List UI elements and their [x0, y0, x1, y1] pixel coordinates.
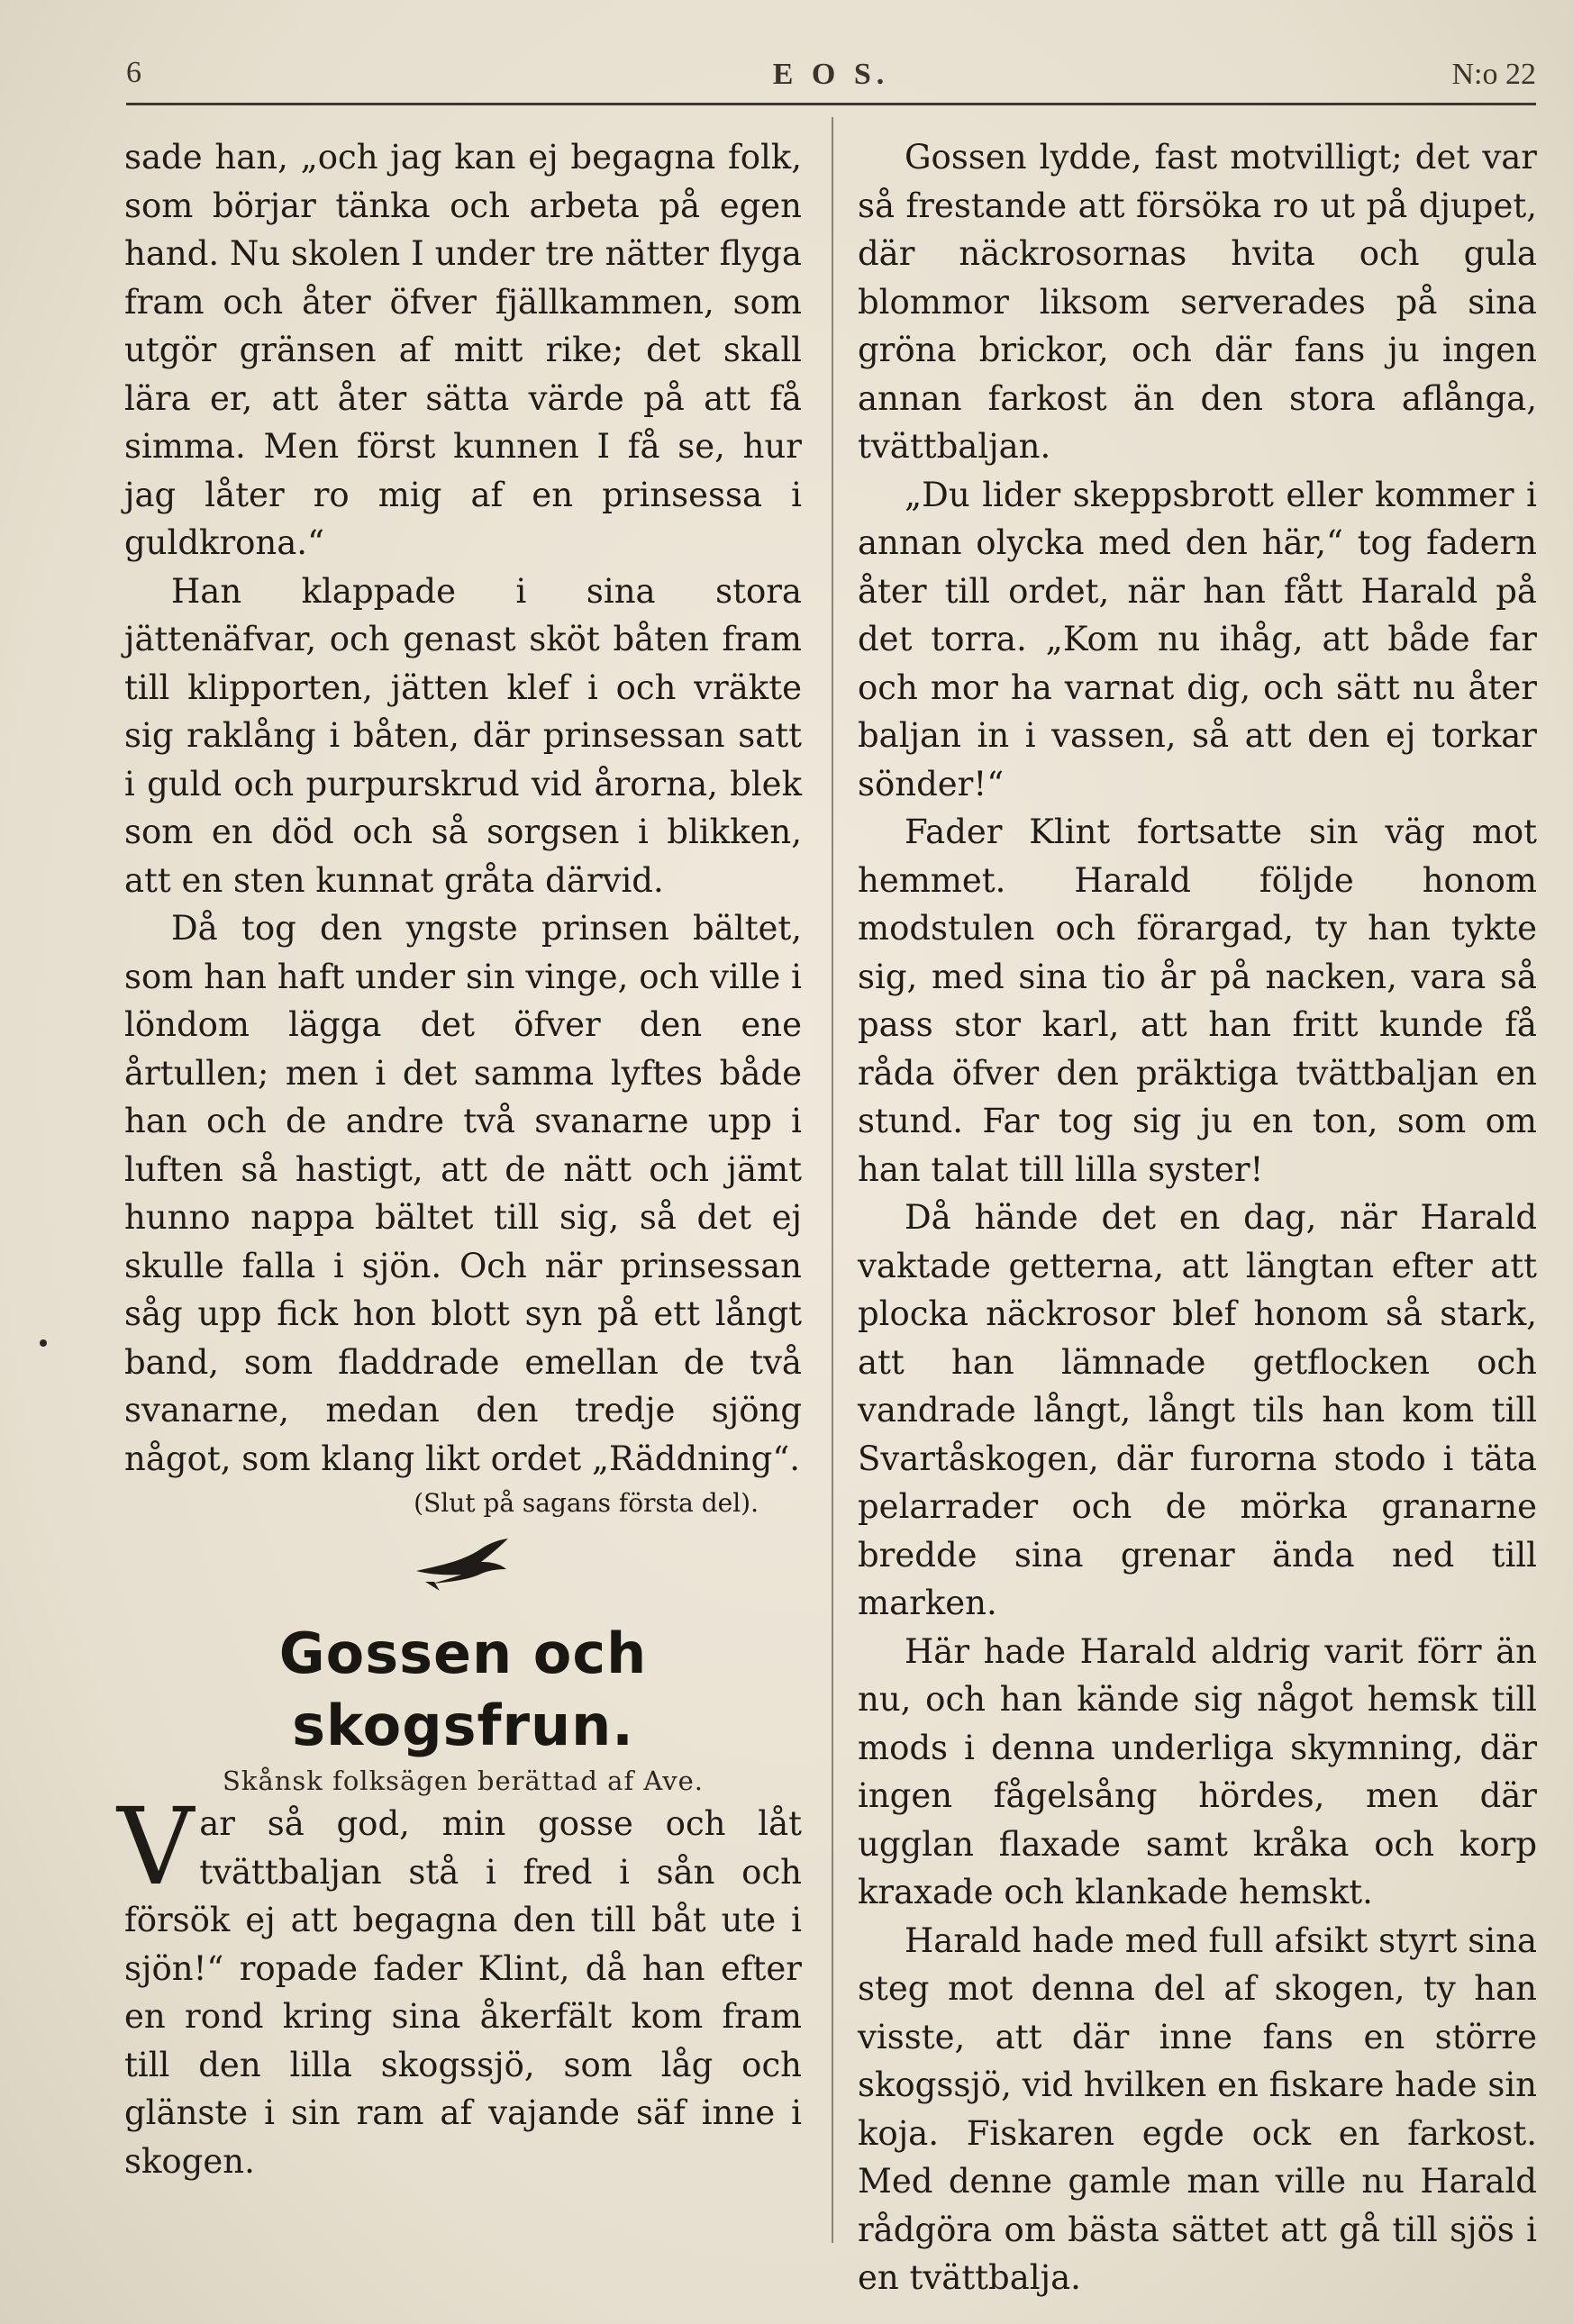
- drop-cap: V: [117, 1784, 195, 1909]
- margin-speck: [40, 1339, 47, 1347]
- paragraph: sade han, „och jag kan ej begagna folk, som börjar tänka och arbeta på egen hand. Nu skolen I under tre nätter flyga fram och åter öfver fjällkammen, som utgör gränsen af mitt rike; det skall lära er, att åter sätta värde på att få simma. Men först kunnen I få se, hur jag låter ro mig af en prinsessa i guldkrona.“: [124, 138, 802, 562]
- right-column: [858, 133, 1537, 2302]
- paragraph: Då hände det en dag, när Harald vaktade getterna, att längtan efter att plocka näckrosor blef honom så stark, att han lämnade getflocken och vandrade långt, långt tils han kom till Svartåskogen, där furorna stodo i täta pelarrader och de mörka granarne bredde sina grenar ända ned till marken.: [858, 1198, 1537, 1622]
- page-header: [126, 56, 1536, 101]
- swallow-ornament-icon: [124, 1524, 802, 1618]
- paragraph: „Du lider skeppsbrott eller kommer i annan olycka med den här,“ tog fadern åter till ordet, när han fått Harald på det torra. „Kom nu ihåg, att både far och mor ha varnat dig, och sätt nu åter baljan in i vassen, så att den ej torkar sönder!“: [858, 475, 1537, 803]
- left-column: [117, 133, 802, 2185]
- story-title: Gossen och skogsfrun.: [278, 1620, 648, 1758]
- page-number: 6: [126, 56, 141, 89]
- paragraph: Gossen lydde, fast motvilligt; det var så frestande att försöka ro ut på djupet, där näckrosornas hvita och gula blommor liksom serverades på sina gröna brickor, och där fans ju ingen annan farkost än den stora aflånga, tvättbaljan.: [858, 138, 1537, 466]
- paragraph: Harald hade med full afsikt styrt sina steg mot denna del af skogen, ty han visste, att där inne fans en större skogssjö, vid hvilken en fiskare hade sin koja. Fiskaren egde ock en farkost. Med denne gamle man ville nu Harald rådgöra om bästa sättet att gå till sjös i en tvättbalja.: [858, 1920, 1537, 2297]
- paragraph: Då tog den yngste prinsen bältet, som han haft under sin vinge, och ville i löndom lägga det öfver den ene årtullen; men i det samma lyftes både han och de andre två svanarne upp i luften så hastigt, att de nätt och jämt hunno nappa bältet till sig, så det ej skulle falla i sjön. Och när prinsessan såg upp fick hon blott syn på ett långt band, som fladdrade emellan de två svanarne, medan den tredje sjöng något, som klang likt ordet „Räddning“.: [124, 909, 802, 1478]
- paragraph: Fader Klint fortsatte sin väg mot hemmet. Harald följde honom modstulen och förargad, ty han tykte sig, med sina tio år på nacken, vara så pass stor karl, att han fritt kunde få råda öfver den präktiga tvättbaljan en stund. Far tog sig ju en ton, som om han talat till lilla syster!: [858, 812, 1537, 1189]
- column-divider: [832, 117, 833, 2243]
- paragraph: Han klappade i sina stora jättenäfvar, och genast sköt båten fram till klipporten, jätten klef i och vräkte sig raklång i båten, där prinsessan satt i guld och purpurskrud vid årorna, blek som en död och så sorgsen i blikken, att en sten kunnat gråta därvid.: [124, 571, 802, 900]
- header-rule: [126, 103, 1536, 105]
- paragraph-text: ar så god, min gosse och låt tvättbaljan stå i fred i sån och försök ej att begagna den till båt ute i sjön!“ ropade fader Klint, då han efter en rond kring sina åkerfält kom fram till den lilla skogssjö, som låg och glänste i sin ram af vajande säf inne i skogen.: [124, 1804, 802, 2181]
- issue-number: N:o 22: [1451, 58, 1536, 91]
- story-subtitle: Skånsk folksägen berättad af Ave.: [223, 1766, 704, 1796]
- paragraph: Här hade Harald aldrig varit förr än nu, och han kände sig något hemsk till mods i denna underliga skymning, där ingen fågelsång hördes, men där ugglan flaxade samt kråka och korp kraxade och klankade hemskt.: [858, 1631, 1537, 1911]
- end-note: (Slut på sagans första del).: [414, 1488, 759, 1518]
- paragraph: [117, 1784, 802, 2185]
- masthead: E O S.: [772, 58, 890, 91]
